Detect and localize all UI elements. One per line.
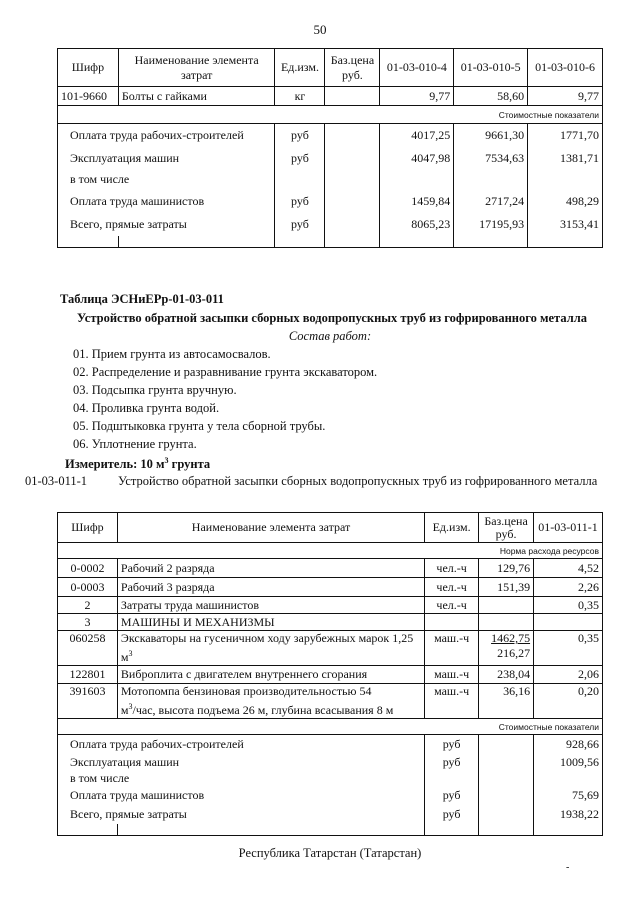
total-label: Эксплуатация машин bbox=[58, 148, 275, 170]
total-value: 928,66 bbox=[534, 735, 603, 754]
table-row bbox=[58, 631, 603, 666]
total-v2: 7534,63 bbox=[454, 148, 528, 170]
section-title: Устройство обратной засыпки сборных водопропускных труб из гофрированного металла bbox=[76, 311, 587, 325]
table-1 bbox=[57, 48, 603, 248]
cell-code: 0-0003 bbox=[58, 578, 118, 597]
measure-unit: Измеритель: 10 $м^3$ грунта bbox=[65, 456, 211, 472]
total-v1: 1459,84 bbox=[380, 190, 454, 214]
header-code: Шифр bbox=[58, 49, 119, 87]
norm-label: Норма расхода ресурсов bbox=[58, 543, 603, 559]
cell-code: 060258 bbox=[58, 631, 118, 666]
cell-price bbox=[479, 597, 534, 614]
header-col-1: 01-03-010-4 bbox=[380, 49, 454, 87]
total-label: Всего, прямые затраты bbox=[58, 806, 425, 824]
table-title: Таблица ЭСНиЕРр-01-03-011 bbox=[60, 292, 224, 306]
header-unit: Ед.изм. bbox=[425, 513, 479, 543]
total-v3: 498,29 bbox=[528, 190, 603, 214]
norm-code: 01-03-011-1 bbox=[25, 474, 88, 488]
total-unit: руб bbox=[425, 806, 479, 824]
footer-region: Республика Татарстан (Татарстан) bbox=[238, 846, 422, 860]
header-price: Баз.цена руб. bbox=[479, 513, 534, 543]
cell-v2: 58,60 bbox=[454, 87, 528, 106]
cell-price bbox=[325, 87, 380, 106]
total-value: 75,69 bbox=[534, 786, 603, 806]
table-row bbox=[58, 684, 603, 719]
section-label: Стоимостные показатели bbox=[58, 106, 603, 124]
cell-name: МАШИНЫ И МЕХАНИЗМЫ bbox=[117, 614, 424, 631]
cell-unit: чел.-ч bbox=[425, 578, 479, 597]
cell-value: 0,35 bbox=[534, 597, 603, 614]
table-row bbox=[58, 87, 603, 106]
total-v3: 1771,70 bbox=[528, 124, 603, 148]
cell-code: 391603 bbox=[58, 684, 118, 719]
total-v2: 9661,30 bbox=[454, 124, 528, 148]
norm-description: Устройство обратной засыпки сборных водопропускных труб из гофрированного металла bbox=[118, 474, 598, 488]
total-v1: 4047,98 bbox=[380, 148, 454, 170]
page-number: 50 bbox=[313, 22, 327, 37]
cell-value: 0,20 bbox=[534, 684, 603, 719]
cell-name: Затраты труда машинистов bbox=[117, 597, 424, 614]
header-code: Шифр bbox=[58, 513, 118, 543]
total-v1: 4017,25 bbox=[380, 124, 454, 148]
cell-code: 101-9660 bbox=[58, 87, 119, 106]
work-item: 02. Распределение и разравнивание грунта экскаватором. bbox=[73, 365, 378, 379]
table-row bbox=[58, 666, 603, 684]
total-unit: руб bbox=[275, 124, 325, 148]
total-v2: 2717,24 bbox=[454, 190, 528, 214]
total-value: 1009,56 bbox=[534, 754, 603, 771]
header-name: Наименование элемента затрат bbox=[118, 49, 275, 87]
total-label: Оплата труда рабочих-строителей bbox=[58, 735, 425, 754]
total-unit: руб bbox=[425, 754, 479, 771]
total-label: Оплата труда рабочих-строителей bbox=[58, 124, 275, 148]
header-col-1: 01-03-011-1 bbox=[534, 513, 603, 543]
cell-price: 151,39 bbox=[479, 578, 534, 597]
total-unit: руб bbox=[275, 148, 325, 170]
cell-code: 122801 bbox=[58, 666, 118, 684]
cell-v3: 9,77 bbox=[528, 87, 603, 106]
cell-unit: маш.-ч bbox=[425, 631, 479, 666]
header-name: Наименование элемента затрат bbox=[117, 513, 424, 543]
composition-label: Состав работ: bbox=[288, 329, 372, 343]
total-value: 1938,22 bbox=[534, 806, 603, 824]
cell-value: 2,26 bbox=[534, 578, 603, 597]
table-row bbox=[58, 614, 603, 631]
total-unit: руб bbox=[275, 190, 325, 214]
cell-unit: маш.-ч bbox=[425, 684, 479, 719]
work-item: 06. Уплотнение грунта. bbox=[73, 437, 197, 451]
table-row bbox=[58, 559, 603, 578]
cell-price: 36,16 bbox=[479, 684, 534, 719]
cell-code: 2 bbox=[58, 597, 118, 614]
cell-name: Болты с гайками bbox=[118, 87, 275, 106]
table-2 bbox=[57, 512, 603, 836]
header-price: Баз.цена руб. bbox=[325, 49, 380, 87]
total-label: Эксплуатация машин bbox=[58, 754, 425, 771]
cell-name: Рабочий 3 разряда bbox=[117, 578, 424, 597]
work-item: 03. Подсыпка грунта вручную. bbox=[73, 383, 237, 397]
total-label: в том числе bbox=[58, 170, 275, 190]
cell-name: Мотопомпа бензиновая производительностью 54 $м^3$/час, высота подъема 26 м, глубина всасывания 8 м bbox=[117, 684, 424, 719]
header-col-2: 01-03-010-5 bbox=[454, 49, 528, 87]
section-label: Стоимостные показатели bbox=[58, 719, 603, 735]
cell-price: 1462,75 216,27 bbox=[479, 631, 534, 666]
total-label: Оплата труда машинистов bbox=[58, 786, 425, 806]
table-row bbox=[58, 597, 603, 614]
footer-mark: - bbox=[566, 862, 570, 873]
cell-unit: чел.-ч bbox=[425, 597, 479, 614]
header-col-3: 01-03-010-6 bbox=[528, 49, 603, 87]
table-row bbox=[58, 578, 603, 597]
cell-code: 3 bbox=[58, 614, 118, 631]
cell-unit: кг bbox=[275, 87, 325, 106]
cell-value: 0,35 bbox=[534, 631, 603, 666]
cell-name: Рабочий 2 разряда bbox=[117, 559, 424, 578]
total-label: Всего, прямые затраты bbox=[58, 214, 275, 236]
total-label: Оплата труда машинистов bbox=[58, 190, 275, 214]
total-unit: руб bbox=[425, 735, 479, 754]
cell-v1: 9,77 bbox=[380, 87, 454, 106]
total-v3: 3153,41 bbox=[528, 214, 603, 236]
cell-name: Экскаваторы на гусеничном ходу зарубежных марок 1,25 $м^3$ bbox=[117, 631, 424, 666]
cell-unit: чел.-ч bbox=[425, 559, 479, 578]
total-unit: руб bbox=[275, 214, 325, 236]
total-label: в том числе bbox=[58, 771, 425, 786]
work-item: 04. Проливка грунта водой. bbox=[73, 401, 220, 415]
total-v3: 1381,71 bbox=[528, 148, 603, 170]
total-v1: 8065,23 bbox=[380, 214, 454, 236]
cell-price: 129,76 bbox=[479, 559, 534, 578]
cell-value: 2,06 bbox=[534, 666, 603, 684]
total-unit: руб bbox=[425, 786, 479, 806]
header-unit: Ед.изм. bbox=[275, 49, 325, 87]
cell-code: 0-0002 bbox=[58, 559, 118, 578]
cell-price: 238,04 bbox=[479, 666, 534, 684]
cell-value: 4,52 bbox=[534, 559, 603, 578]
work-item: 05. Подштыковка грунта у тела сборной трубы. bbox=[73, 419, 326, 433]
total-v2: 17195,93 bbox=[454, 214, 528, 236]
cell-unit: маш.-ч bbox=[425, 666, 479, 684]
work-item: 01. Прием грунта из автосамосвалов. bbox=[73, 347, 271, 361]
cell-name: Виброплита с двигателем внутреннего сгорания bbox=[117, 666, 424, 684]
